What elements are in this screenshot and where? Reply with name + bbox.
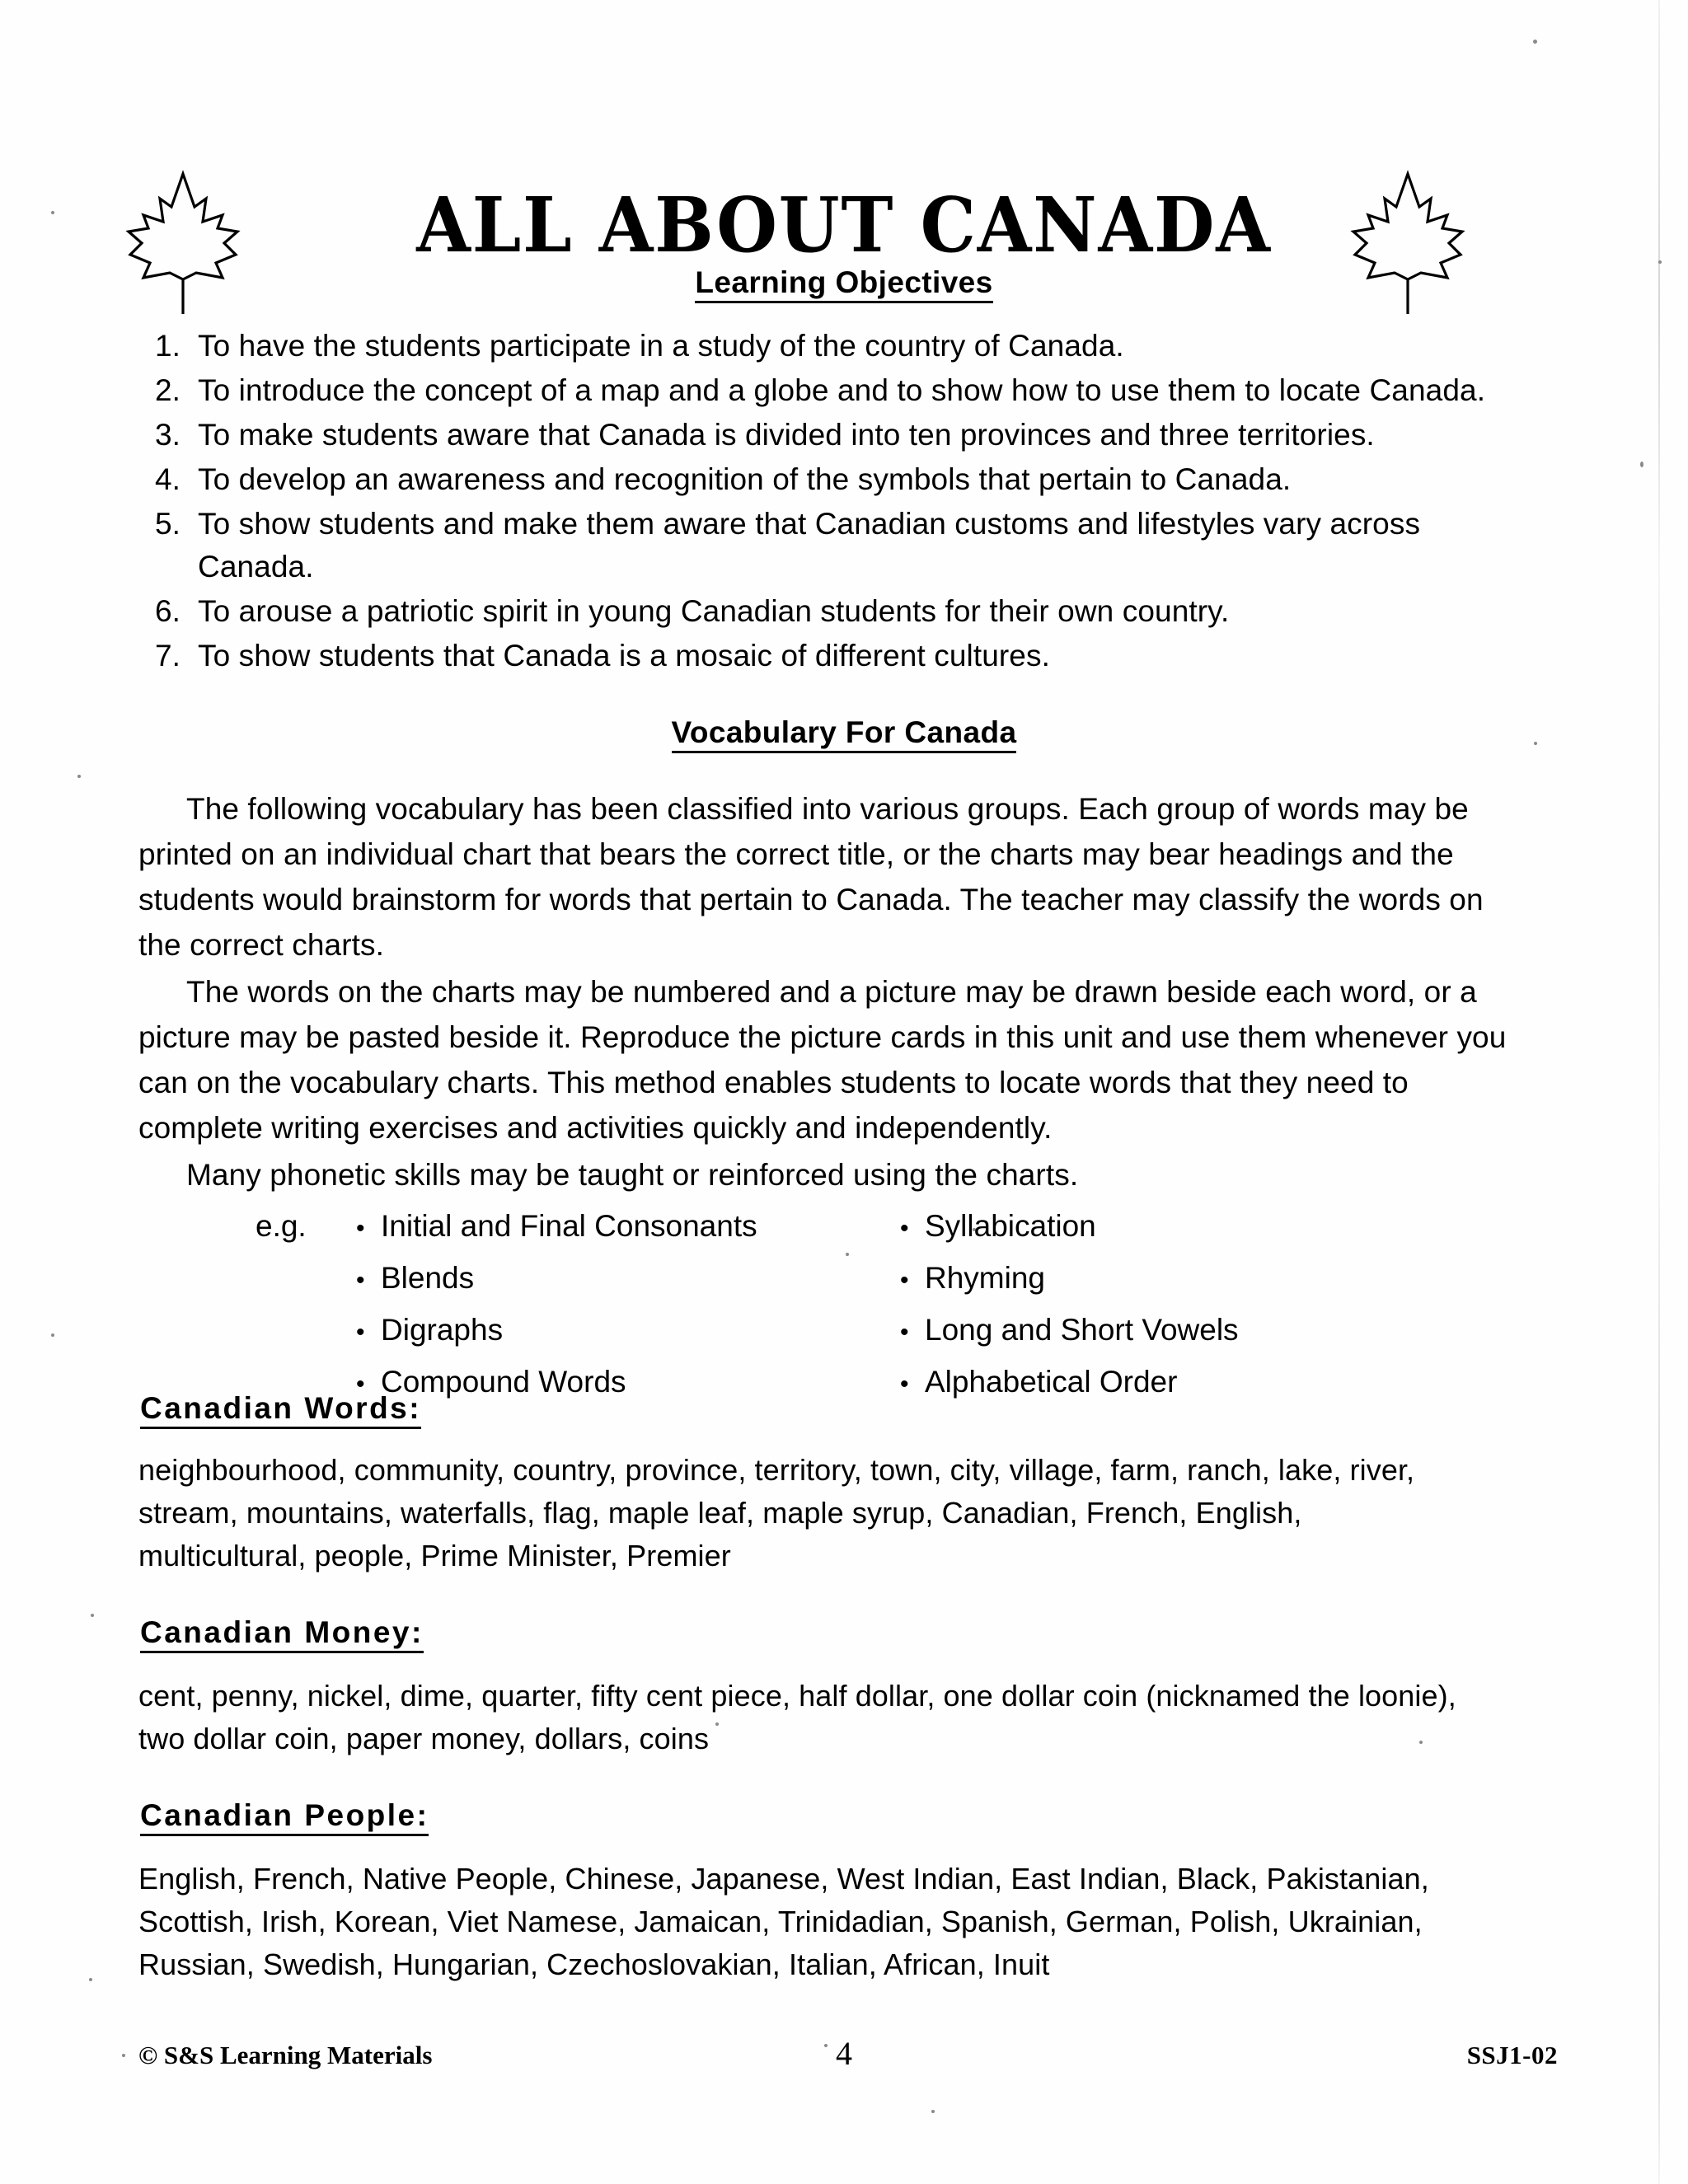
list-item-text: Rhyming — [925, 1261, 1045, 1295]
group-title-text: Canadian Money: — [140, 1615, 424, 1653]
page-header — [0, 78, 1688, 269]
list-item-text: To have the students participate in a study of the country of Canada. — [198, 329, 1124, 363]
group-title-canadian-words — [140, 1391, 421, 1426]
scan-speck — [1533, 40, 1537, 44]
list-item-text: To make students aware that Canada is divided into ten provinces and three territories. — [198, 418, 1375, 452]
bullet-icon: • — [900, 1215, 909, 1242]
list-item — [155, 458, 1490, 501]
vocabulary-paragraph-1: The following vocabulary has been classified into various groups. Each group of words may be printed on an individual chart that bears the correct title, or the charts may bear headings and the students would brainstorm for words that pertain to Canada. The teacher may classify the words on the correct charts. — [138, 792, 1484, 962]
bullet-icon: • — [356, 1267, 365, 1294]
learning-objectives-heading-text: Learning Objectives — [695, 265, 992, 303]
group-words-canadian-words: neighbourhood, community, country, province, territory, town, city, village, farm, ranch, lake, river, stream, mountains, waterfalls, flag, maple leaf, maple syrup, Canadian, French, English, multicultural, people, Prime Minister, Premier — [138, 1453, 1415, 1572]
scan-speck — [77, 775, 81, 778]
list-item — [356, 1202, 900, 1254]
vocabulary-paragraph-2: The words on the charts may be numbered and a picture may be drawn beside each word, or a picture may be pasted beside it. Reproduce the picture cards in this unit and use them whenever you can on the vocabulary charts. This method enables students to locate words that they need to complete writing exercises and activities quickly and independently. — [138, 975, 1507, 1145]
phonetic-skills-column-right — [900, 1202, 1329, 1409]
list-item — [155, 503, 1490, 588]
copyright-text: © S&S Learning Materials — [138, 2041, 433, 2069]
bullet-icon: • — [900, 1371, 909, 1398]
scan-speck — [91, 1614, 94, 1617]
scan-speck — [1658, 260, 1662, 264]
bullet-icon: • — [356, 1371, 365, 1398]
list-item-text: To develop an awareness and recognition of the symbols that pertain to Canada. — [198, 462, 1292, 496]
list-item — [155, 369, 1490, 412]
scan-speck — [51, 1333, 54, 1337]
list-item-text: To show students and make them aware that Canadian customs and lifestyles vary across Canada. — [198, 507, 1421, 583]
list-item-text: Syllabication — [925, 1209, 1096, 1243]
list-item-text: Compound Words — [381, 1365, 626, 1399]
vocabulary-paragraph-3: Many phonetic skills may be taught or reinforced using the charts. — [186, 1158, 1079, 1192]
group-title-canadian-money — [140, 1615, 424, 1650]
list-item-text: To introduce the concept of a map and a globe and to show how to use them to locate Canada. — [198, 373, 1486, 407]
list-item — [155, 414, 1490, 457]
bullet-icon: • — [900, 1267, 909, 1294]
scan-speck — [89, 1978, 92, 1981]
learning-objectives-list — [155, 325, 1490, 679]
list-item-text: Digraphs — [381, 1313, 504, 1347]
scan-speck — [931, 2110, 935, 2113]
bullet-icon: • — [356, 1215, 365, 1242]
group-title-canadian-people — [140, 1798, 429, 1833]
list-item-text: Initial and Final Consonants — [381, 1209, 757, 1243]
scan-artifact-line — [1658, 0, 1660, 2184]
group-words-canadian-people: English, French, Native People, Chinese, Japanese, West Indian, East Indian, Black, Pakistanian, Scottish, Irish, Korean, Viet Namese, Jamaican, Trinidadian, Spanish, German, Polish, Ukrainian, Russian, Swedish, Hungarian, Czechoslovakian, Italian, African, Inuit — [138, 1862, 1429, 1981]
list-item-number: 1. — [155, 329, 181, 363]
list-item — [900, 1357, 1329, 1409]
list-item — [356, 1357, 900, 1409]
list-item-number: 7. — [155, 639, 181, 673]
list-item — [900, 1202, 1329, 1254]
page-footer — [0, 2034, 1688, 2083]
vocabulary-heading-text: Vocabulary For Canada — [672, 715, 1017, 753]
list-item — [356, 1254, 900, 1305]
eg-label: e.g. — [256, 1209, 307, 1243]
list-item — [155, 590, 1490, 633]
list-item — [155, 325, 1490, 368]
list-item — [155, 635, 1490, 677]
list-item-text: Long and Short Vowels — [925, 1313, 1239, 1347]
group-title-text: Canadian People: — [140, 1798, 429, 1836]
group-title-text: Canadian Words: — [140, 1391, 421, 1429]
list-item-number: 3. — [155, 418, 181, 452]
page-title: ALL ABOUT CANADA — [416, 180, 1272, 269]
list-item-number: 4. — [155, 462, 181, 496]
list-item-number: 5. — [155, 507, 181, 541]
list-item — [356, 1305, 900, 1357]
list-item-text: Blends — [381, 1261, 475, 1295]
bullet-icon: • — [356, 1319, 365, 1346]
list-item-text: To arouse a patriotic spirit in young Canadian students for their own country. — [198, 594, 1230, 628]
product-code: SSJ1-02 — [1466, 2041, 1558, 2069]
list-item-text: Alphabetical Order — [925, 1365, 1178, 1399]
list-item — [900, 1254, 1329, 1305]
learning-objectives-heading — [0, 265, 1688, 300]
list-item — [900, 1305, 1329, 1357]
vocabulary-heading — [0, 715, 1688, 750]
list-item-text: To show students that Canada is a mosaic of different cultures. — [198, 639, 1050, 673]
group-words-canadian-money: cent, penny, nickel, dime, quarter, fifty cent piece, half dollar, one dollar coin (nicknamed the loonie), two dollar coin, paper money, dollars, coins — [138, 1679, 1456, 1755]
list-item-number: 2. — [155, 373, 181, 407]
phonetic-skills-column-left — [356, 1202, 900, 1409]
page-number: 4 — [836, 2035, 852, 2072]
bullet-icon: • — [900, 1319, 909, 1346]
phonetic-skills-block — [256, 1202, 1327, 1409]
scan-speck — [1640, 462, 1643, 467]
list-item-number: 6. — [155, 594, 181, 628]
